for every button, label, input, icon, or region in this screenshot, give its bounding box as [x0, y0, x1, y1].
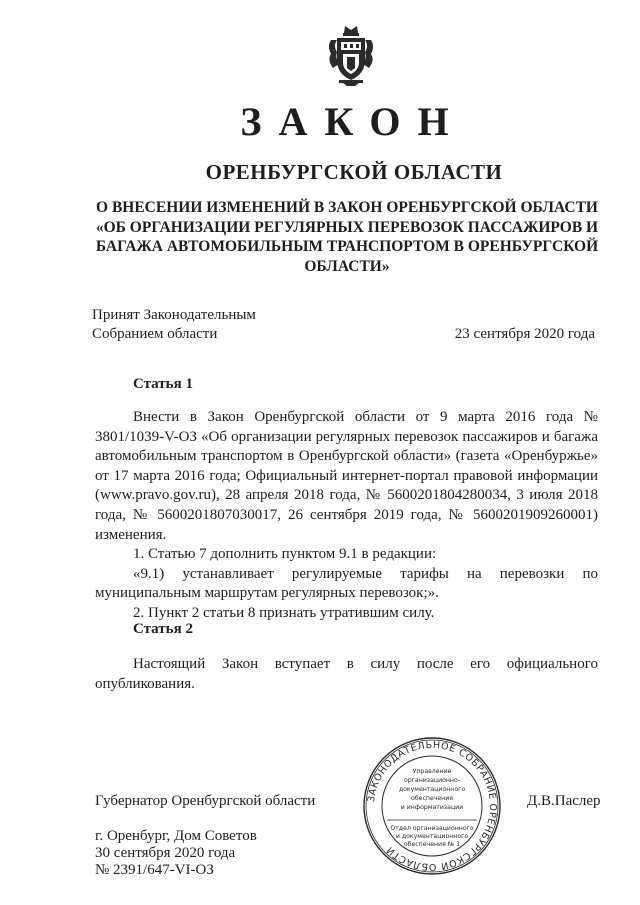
seal-inner-line: организационно-: [403, 777, 461, 784]
seal-inner-line: и информатизации: [400, 804, 464, 811]
article-2-heading: Статья 2: [133, 621, 193, 637]
article-2-body: [95, 655, 598, 694]
signing-details: [95, 828, 257, 879]
article-1-body: [95, 408, 598, 624]
article-1-quote: «9.1) устанавливает регулируемые тарифы на перевозки по муниципальным маршрутам регулярных перевозок;».: [95, 565, 598, 602]
law-number: № 2391/647-VI-ОЗ: [95, 862, 214, 878]
coat-of-arms-emblem: [325, 24, 377, 86]
adoption-date: 23 сентября 2020 года: [454, 326, 595, 342]
seal-inner-line: и документационного: [395, 833, 469, 840]
article-1-item-2: 2. Пункт 2 статьи 8 признать утратившим силу.: [133, 604, 435, 621]
seal-inner-line: обеспечения: [411, 795, 453, 802]
seal-inner-line: Управление: [412, 768, 452, 775]
adopted-by-line2: Собранием области: [92, 326, 218, 342]
adoption-info: [92, 306, 602, 344]
seal-ring-text: ЗАКОНОДАТЕЛЬНОЕ СОБРАНИЕ ОРЕНБУРГСКОЙ ОБЛАСТИ: [366, 739, 499, 873]
adopted-by-line1: Принят Законодательным: [92, 307, 256, 323]
subject-line: О ВНЕСЕНИИ ИЗМЕНЕНИЙ В ЗАКОН ОРЕНБУРГСКОЙ ОБЛАСТИ: [96, 199, 598, 216]
official-seal: [362, 736, 502, 876]
seal-inner-line: Отдел организационного: [390, 825, 474, 832]
document-title: ЗАКОН: [240, 99, 466, 144]
article-1-heading: Статья 1: [133, 376, 193, 392]
article-1-intro: Внести в Закон Оренбургской области от 9 марта 2016 года № 3801/1039-V-ОЗ «Об организации регулярных перевозок пассажиров и багажа автомобильным транспортом в Оренбургской области» (газета «Оренбуржье» от 17 марта 2016 года; Официальный интернет-портал правовой информации (www.pravo.gov.ru), 28 апреля 2018 года, № 5600201804280034, 3 июля 2018 года, № 5600201807030017, 26 сентября 2019 года, № 5600201909260001) изменения.: [95, 409, 598, 543]
article-2-text: Настоящий Закон вступает в силу после его официального опубликования.: [95, 656, 598, 692]
governor-title: Губернатор Оренбургской области: [95, 793, 316, 809]
signing-place: г. Оренбург, Дом Советов: [95, 828, 257, 844]
region-title: ОРЕНБУРГСКОЙ ОБЛАСТИ: [205, 160, 503, 184]
seal-inner-line: документационного: [398, 786, 466, 793]
signing-date: 30 сентября 2020 года: [95, 845, 236, 861]
article-1-item-1: 1. Статью 7 дополнить пунктом 9.1 в редакции:: [133, 546, 437, 563]
governor-name: Д.В.Паслер: [527, 793, 601, 809]
subject-line: ОБЛАСТИ»: [304, 257, 390, 275]
subject-line: БАГАЖА АВТОМОБИЛЬНЫМ ТРАНСПОРТОМ В ОРЕНБУРГСКОЙ: [95, 238, 599, 255]
seal-inner-line: обеспечения № 1: [403, 841, 461, 848]
subject-line: «ОБ ОРГАНИЗАЦИИ РЕГУЛЯРНЫХ ПЕРЕВОЗОК ПАССАЖИРОВ И: [95, 218, 599, 236]
law-subject: [92, 198, 602, 276]
